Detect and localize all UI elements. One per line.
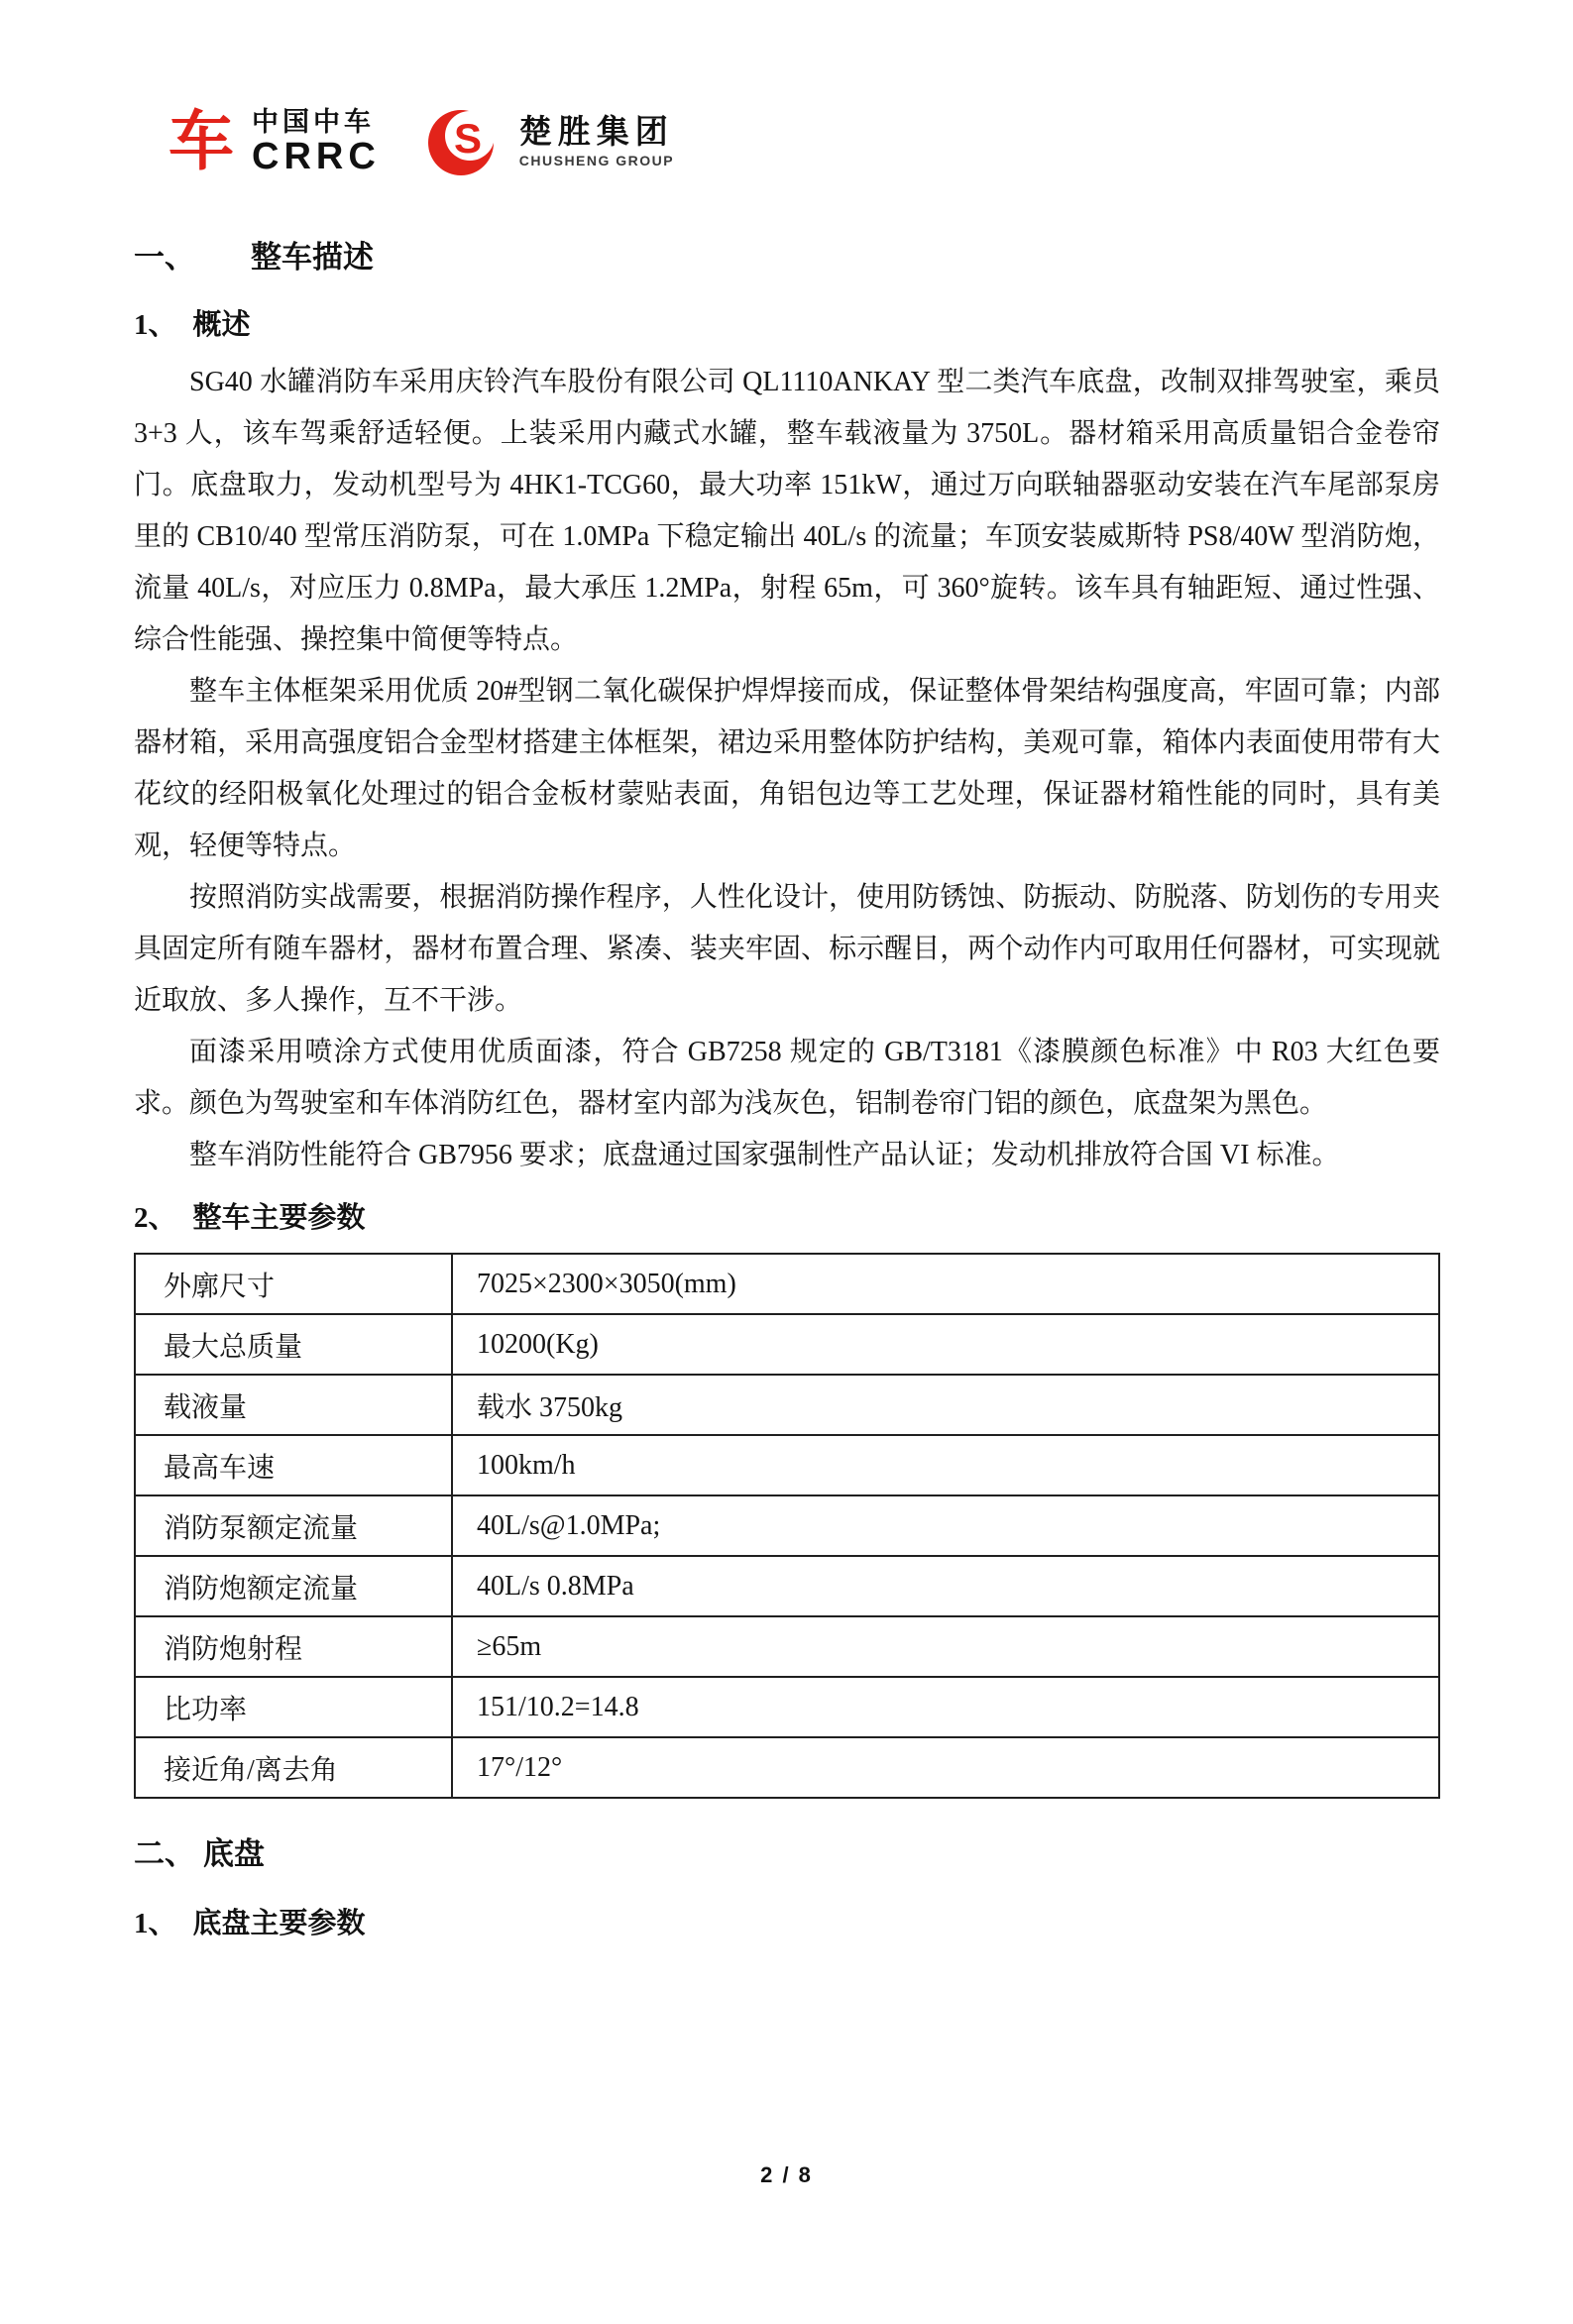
table-row xyxy=(135,1375,1439,1435)
section-heading-vehicle-description xyxy=(134,232,1440,277)
param-value: 7025×2300×3050(mm) xyxy=(452,1254,1439,1314)
paragraph: SG40 水罐消防车采用庆铃汽车股份有限公司 QL1110ANKAY 型二类汽车底盘，改制双排驾驶室，乘员 3+3 人，该车驾乘舒适轻便。上装采用内藏式水罐，整车载液量为 3750L。器材箱采用高质量铝合金卷帘门。底盘取力，发动机型号为 4HK1-TCG60，最大功率 151kW，通过万向联轴器驱动安装在汽车尾部泵房里的 CB10/40 型常压消防泵，可在 1.0MPa 下稳定输出 40L/s 的流量；车顶安装威斯特 PS8/40W 型消防炮，流量 40L/s，对应压力 0.8MPa，最大承压 1.2MPa，射程 65m，可 360°旋转。该车具有轴距短、通过性强、综合性能强、操控集中简便等特点。 xyxy=(134,367,1440,655)
table-row xyxy=(135,1495,1439,1556)
svg-text:S: S xyxy=(453,115,482,162)
param-value: ≥65m xyxy=(452,1616,1439,1677)
chusheng-logo-icon xyxy=(426,103,502,178)
chusheng-logo-text xyxy=(519,112,674,169)
subsection-heading-main-parameters xyxy=(134,1195,1440,1236)
param-label: 最高车速 xyxy=(135,1435,452,1495)
table-row xyxy=(135,1435,1439,1495)
section-title: 整车描述 xyxy=(251,240,374,275)
table-row xyxy=(135,1677,1439,1737)
param-label: 载液量 xyxy=(135,1375,452,1435)
subsection-number: 1、 xyxy=(134,309,177,341)
subsection-title: 底盘主要参数 xyxy=(192,1908,366,1939)
param-label: 消防泵额定流量 xyxy=(135,1495,452,1556)
param-value: 40L/s@1.0MPa; xyxy=(452,1495,1439,1556)
vehicle-parameters-table xyxy=(134,1253,1440,1799)
section-number: 二、 xyxy=(134,1836,195,1871)
param-label: 比功率 xyxy=(135,1677,452,1737)
param-label: 消防炮额定流量 xyxy=(135,1556,452,1616)
subsection-title: 整车主要参数 xyxy=(192,1202,366,1234)
section-number: 一、 xyxy=(134,240,195,275)
param-label: 接近角/离去角 xyxy=(135,1737,452,1798)
subsection-number: 2、 xyxy=(134,1202,177,1234)
table-row xyxy=(135,1314,1439,1375)
param-value: 40L/s 0.8MPa xyxy=(452,1556,1439,1616)
subsection-number: 1、 xyxy=(134,1908,177,1939)
table-row xyxy=(135,1616,1439,1677)
subsection-title: 概述 xyxy=(192,309,251,341)
paragraph: 面漆采用喷涂方式使用优质面漆，符合 GB7258 规定的 GB/T3181《漆膜颜色标准》中 R03 大红色要求。颜色为驾驶室和车体消防红色，器材室内部为浅灰色，铝制卷帘门铝的颜色，底盘架为黑色。 xyxy=(134,1037,1440,1119)
param-value: 17°/12° xyxy=(452,1737,1439,1798)
section-title: 底盘 xyxy=(203,1836,265,1871)
document-content xyxy=(134,232,1440,1941)
document-page xyxy=(0,99,1573,2324)
page-number: 2 / 8 xyxy=(760,2162,813,2187)
subsection-heading-chassis-parameters xyxy=(134,1901,1440,1941)
crrc-logo-icon: 车 xyxy=(169,104,234,177)
param-label: 消防炮射程 xyxy=(135,1616,452,1677)
paragraph: 整车消防性能符合 GB7956 要求；底盘通过国家强制性产品认证；发动机排放符合国 VI 标准。 xyxy=(189,1140,1340,1170)
param-value: 载水 3750kg xyxy=(452,1375,1439,1435)
table-row xyxy=(135,1556,1439,1616)
param-label: 外廓尺寸 xyxy=(135,1254,452,1314)
crrc-name-en: CRRC xyxy=(252,136,381,177)
subsection-heading-overview xyxy=(134,302,1440,343)
chusheng-name-en: CHUSHENG GROUP xyxy=(518,153,675,168)
param-value: 151/10.2=14.8 xyxy=(452,1677,1439,1737)
crrc-name-cn: 中国中车 xyxy=(252,107,375,137)
param-label: 最大总质量 xyxy=(135,1314,452,1375)
header xyxy=(169,99,1573,182)
param-value: 100km/h xyxy=(452,1435,1439,1495)
table-row xyxy=(135,1254,1439,1314)
crrc-logo-text xyxy=(252,106,381,175)
paragraph: 整车主体框架采用优质 20#型钢二氧化碳保护焊焊接而成，保证整体骨架结构强度高，牢固可靠；内部器材箱，采用高强度铝合金型材搭建主体框架，裙边采用整体防护结构，美观可靠，箱体内表面使用带有大花纹的经阳极氧化处理过的铝合金板材蒙贴表面，角铝包边等工艺处理，保证器材箱性能的同时，具有美观，轻便等特点。 xyxy=(134,676,1440,861)
table-row xyxy=(135,1737,1439,1798)
section-heading-chassis xyxy=(134,1828,1440,1873)
param-value: 10200(Kg) xyxy=(452,1314,1439,1375)
paragraph: 按照消防实战需要，根据消防操作程序，人性化设计，使用防锈蚀、防振动、防脱落、防划伤的专用夹具固定所有随车器材，器材布置合理、紧凑、装夹牢固、标示醒目，两个动作内可取用任何器材，可实现就近取放、多人操作，互不干涉。 xyxy=(134,882,1440,1016)
overview-paragraphs xyxy=(134,357,1440,1181)
chusheng-name-cn: 楚胜集团 xyxy=(518,113,674,150)
